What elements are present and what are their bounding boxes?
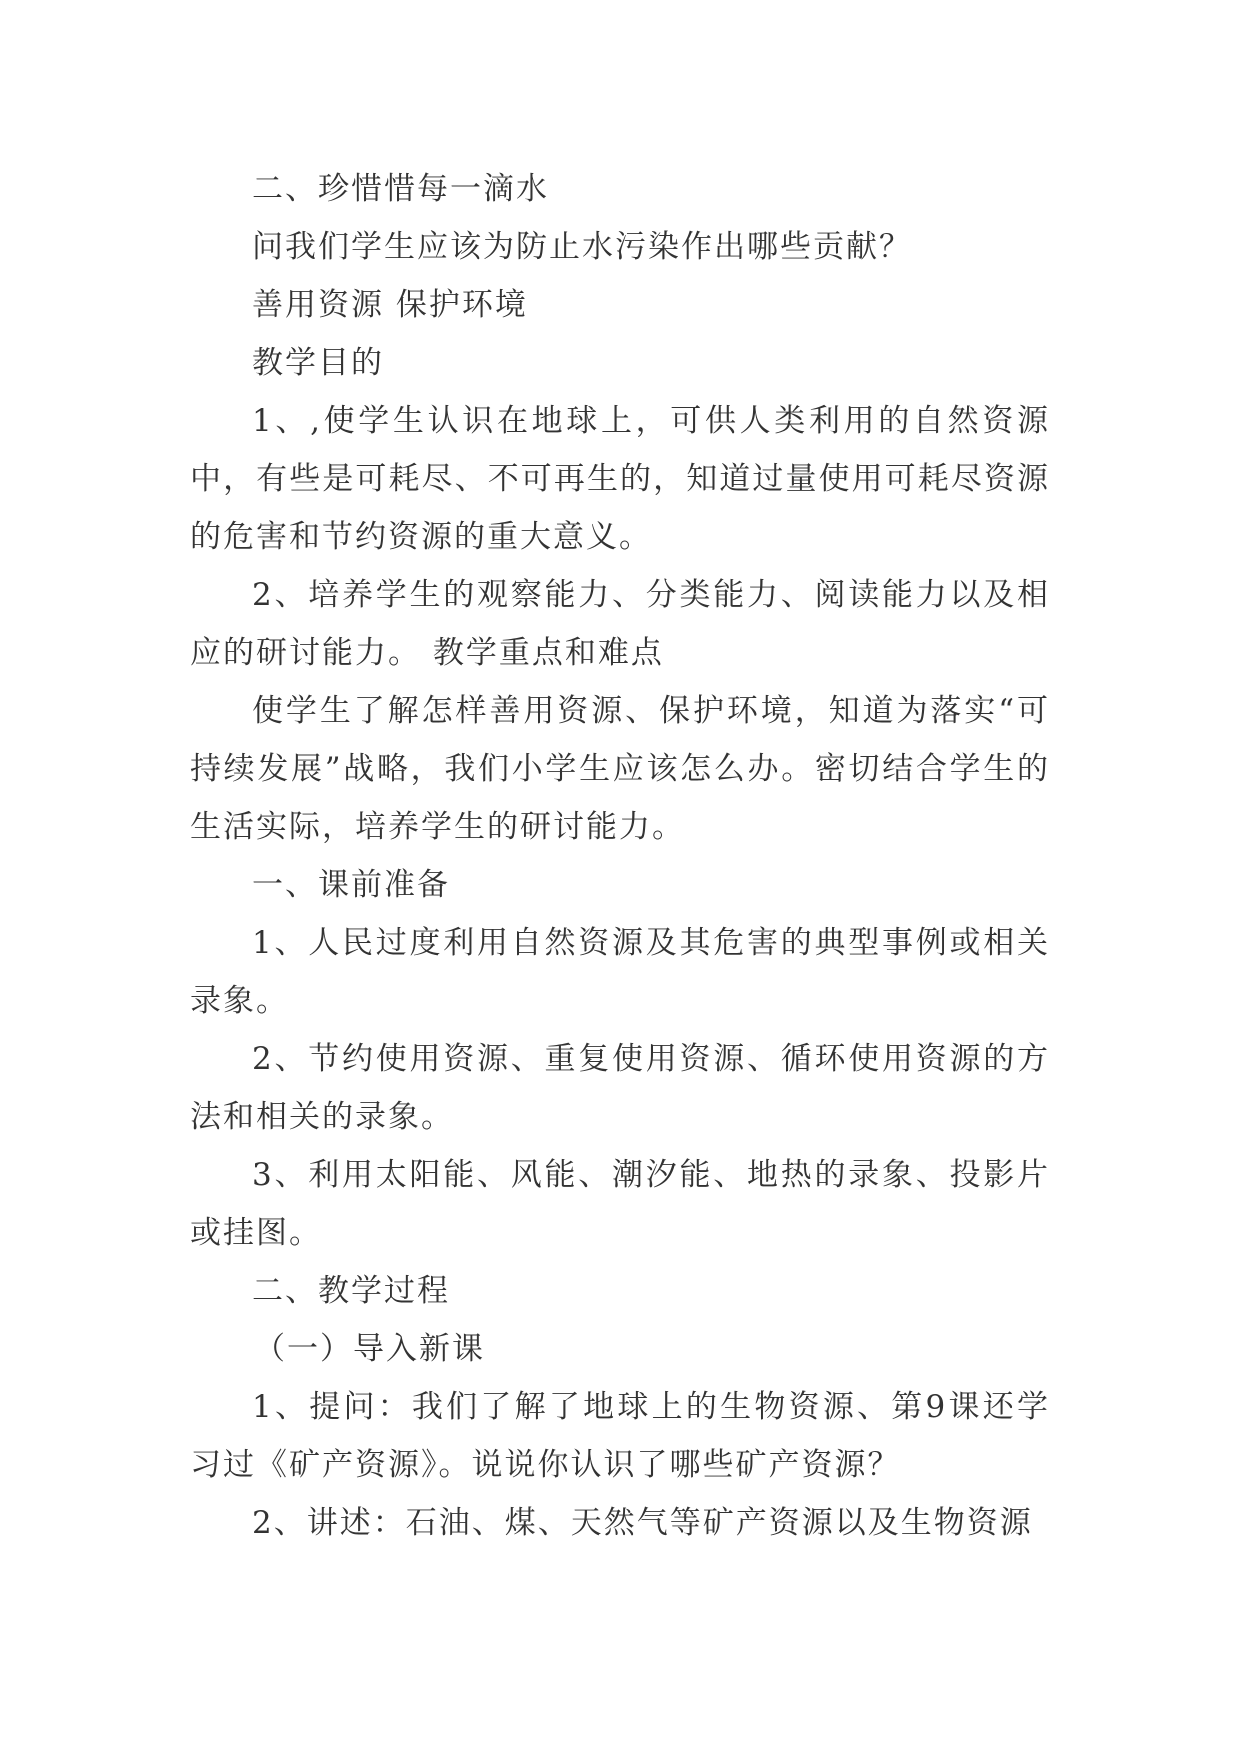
process-item-2: 2、讲述：石油、煤、天然气等矿产资源以及生物资源 — [252, 1505, 1033, 1541]
key-points-paragraph: 使学生了解怎样善用资源、保护环境，知道为落实“可持续发展”战略，我们小学生应该怎么办。密切结合学生的生活实际，培养学生的研讨能力。 — [190, 693, 1050, 845]
heading-preparation: 一、课前准备 — [252, 867, 450, 903]
document-body — [190, 160, 1050, 1552]
question-paragraph: 问我们学生应该为防止水污染作出哪些贡献？ — [252, 229, 912, 265]
section-heading-cherish-water: 二、珍惜惜每一滴水 — [252, 171, 549, 207]
lesson-title: 善用资源 保护环境 — [252, 287, 528, 323]
preparation-item-1: 1、人民过度利用自然资源及其危害的典型事例或相关录象。 — [190, 925, 1050, 1019]
goal-item-2: 2、培养学生的观察能力、分类能力、阅读能力以及相应的研讨能力。 教学重点和难点 — [190, 577, 1050, 671]
process-item-1: 1、提问：我们了解了地球上的生物资源、第9课还学习过《矿产资源》。说说你认识了哪些矿产资源？ — [190, 1389, 1050, 1483]
goal-item-1: 1、,使学生认识在地球上，可供人类利用的自然资源中，有些是可耗尽、不可再生的，知道过量使用可耗尽资源的危害和节约资源的重大意义。 — [190, 403, 1050, 555]
heading-teaching-process: 二、教学过程 — [252, 1273, 450, 1309]
preparation-item-3: 3、利用太阳能、风能、潮汐能、地热的录象、投影片或挂图。 — [190, 1157, 1050, 1251]
subheading-introduction: （一）导入新课 — [254, 1331, 485, 1367]
preparation-item-2: 2、节约使用资源、重复使用资源、循环使用资源的方法和相关的录象。 — [190, 1041, 1050, 1135]
heading-teaching-goals: 教学目的 — [252, 345, 384, 381]
